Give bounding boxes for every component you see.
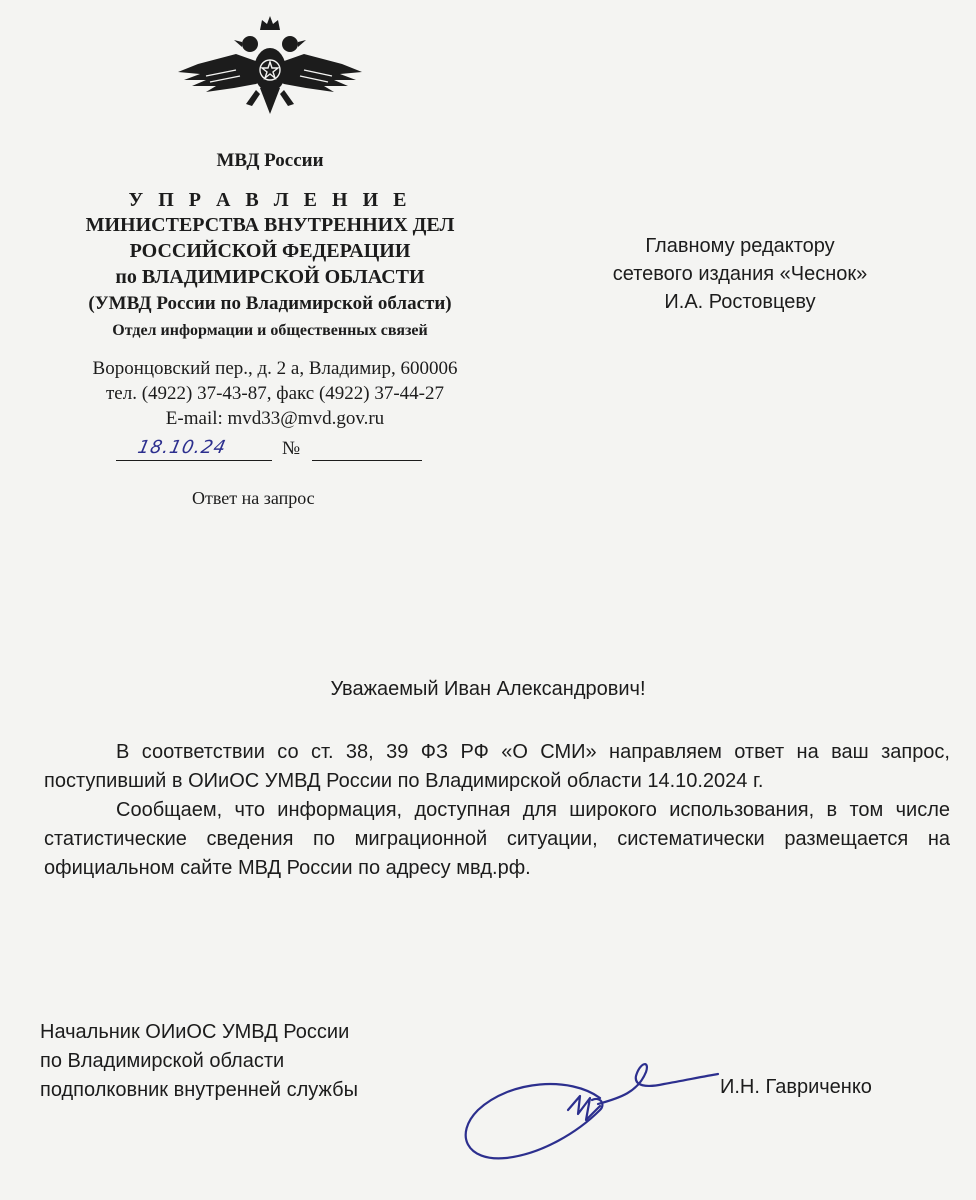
body-paragraph-2: Сообщаем, что информация, доступная для широкого использования, в том числе статистические сведения по миграционной ситуации, систематически размещается на официальном сайте МВД России по адресу мвд.рф. [44,799,950,879]
ministry-name: МВД России [216,150,324,171]
letter-subject: Ответ на запрос [192,488,315,508]
handwritten-signature-icon [450,1040,730,1170]
addressee-line-1: Главному редактору [645,235,835,257]
letter-body [44,738,950,883]
addressee-line-2: сетевого издания «Чеснок» [612,263,868,285]
signatory-position-line-2: по Владимирской области [40,1050,285,1072]
department-name: Отдел информации и общественных связей [112,322,428,339]
letterhead-title-2: МИНИСТЕРСТВА ВНУТРЕННИХ ДЕЛ [85,214,455,236]
signatory-position-line-1: Начальник ОИиОС УМВД России [40,1021,350,1043]
registration-number-field [312,440,422,461]
signatory-name: И.Н. Гавриченко [720,1076,872,1098]
addressee-block [570,232,910,316]
registration-line [116,437,436,466]
letterhead [40,150,500,344]
mvd-emblem-icon [176,14,364,120]
letterhead-title-4: по ВЛАДИМИРСКОЙ ОБЛАСТИ [115,266,425,288]
contact-phone: тел. (4922) 37-43-87, факс (4922) 37-44-27 [105,383,445,404]
registration-date-handwritten: 18.10.24 [135,437,229,458]
letterhead-title-1: У П Р А В Л Е Н И Е [128,189,412,211]
addressee-line-3: И.А. Ростовцеву [664,291,816,313]
letterhead-title-3: РОССИЙСКОЙ ФЕДЕРАЦИИ [129,240,411,262]
registration-date-field [116,437,272,461]
body-paragraph-1: В соответствии со ст. 38, 39 ФЗ РФ «О СМИ» направляем ответ на ваш запрос, поступивший в ОИиОС УМВД России по Владимирской области 14.10.2024 г. [44,741,950,792]
greeting: Уважаемый Иван Александрович! [330,678,646,700]
registration-number-label: № [282,438,301,459]
signatory-position-line-3: подполковник внутренней службы [40,1079,358,1101]
letterhead-abbreviation: (УМВД России по Владимирской области) [88,293,452,314]
contact-address: Воронцовский пер., д. 2 а, Владимир, 600006 [92,358,458,379]
contact-block [40,356,510,431]
signatory-position [40,1018,480,1105]
contact-email: E-mail: mvd33@mvd.gov.ru [165,408,385,429]
